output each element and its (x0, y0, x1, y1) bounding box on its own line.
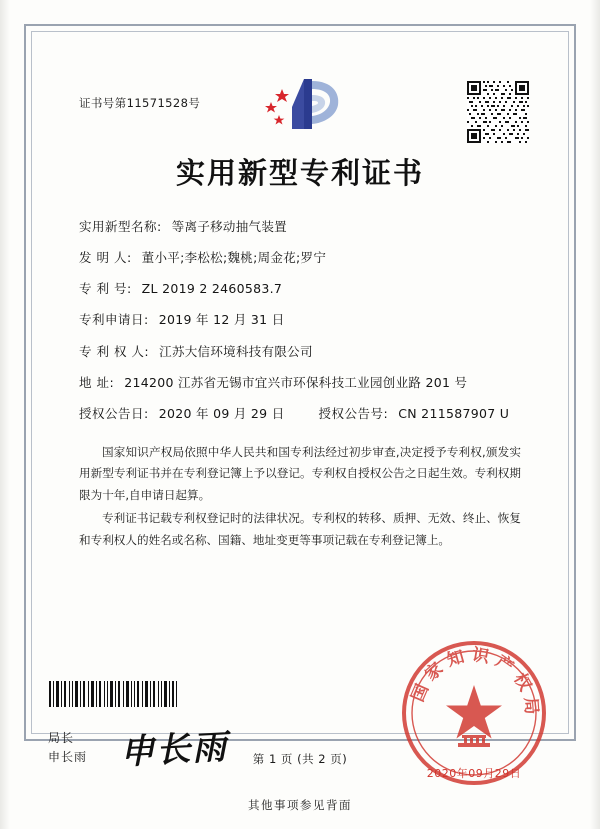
field-label: 发 明 人: (79, 250, 132, 266)
field-value: ZL 2019 2 2460583.7 (141, 281, 283, 297)
cnipa-patent-logo (252, 75, 348, 133)
signature-name-label: 申长雨 (48, 749, 88, 764)
legal-paragraph-2: 专利证书记载专利权登记时的法律状况。专利权的转移、质押、无效、终止、恢复和专利权人的姓名或名称、国籍、地址变更等事项记载在专利登记簿上。 (79, 511, 521, 547)
barcode (48, 681, 178, 707)
field-value: 等离子移动抽气装置 (171, 219, 287, 234)
field-value: 董小平;李松松;魏桃;周金花;罗宁 (141, 250, 327, 266)
page-title: 实用新型专利证书 (175, 156, 424, 190)
grant-date-value: 2020 年 09 月 29 日 (158, 405, 285, 421)
page-edge-shadow-left (0, 0, 10, 829)
footer-note: 其他事项参见背面 (248, 798, 352, 812)
field-address (79, 374, 521, 392)
grant-date-label: 授权公告日: (79, 405, 149, 421)
field-application-date (79, 311, 521, 329)
field-label: 专利申请日: (79, 312, 149, 328)
field-label: 实用新型名称: (79, 219, 162, 234)
field-inventors (79, 249, 521, 267)
qr-code (467, 81, 529, 143)
certificate-fields (57, 218, 543, 423)
field-value: 江苏大信环境科技有限公司 (159, 343, 313, 359)
svg-text:国家知识产权局: 国家知识产权局 (407, 645, 542, 722)
grant-publication-value: CN 211587907 U (398, 405, 510, 421)
field-value: 2019 年 12 月 31 日 (158, 312, 285, 328)
field-label: 地 址: (79, 374, 115, 390)
field-patentee (79, 343, 521, 361)
field-value: 214200 江苏省无锡市宜兴市环保科技工业园创业路 201 号 (124, 374, 468, 390)
legal-paragraph-1: 国家知识产权局依照中华人民共和国专利法经过初步审查,决定授予专利权,颁发实用新型专利证书并在专利登记簿上予以登记。专利权自授权公告之日起生效。专利权期限为十年,自申请日起算。 (79, 444, 521, 502)
signature-role-label: 局长 (48, 730, 75, 745)
page-indicator: 第 1 页 (共 2 页) (252, 752, 348, 766)
field-label: 专 利 权 人: (79, 343, 150, 359)
certificate-header (57, 49, 543, 129)
certificate-number: 证书号第11571528号 (79, 96, 201, 110)
field-grant-row (79, 405, 521, 423)
field-patent-number (79, 280, 521, 298)
page-edge-shadow-right (590, 0, 600, 829)
handwritten-signature: 申长雨 (119, 727, 230, 773)
grant-publication-label: 授权公告号: (318, 405, 389, 421)
seal-date: 2020年09月29日 (426, 767, 522, 780)
certificate-content (31, 31, 569, 734)
field-utility-model-name (79, 218, 521, 236)
field-label: 专 利 号: (79, 281, 132, 297)
